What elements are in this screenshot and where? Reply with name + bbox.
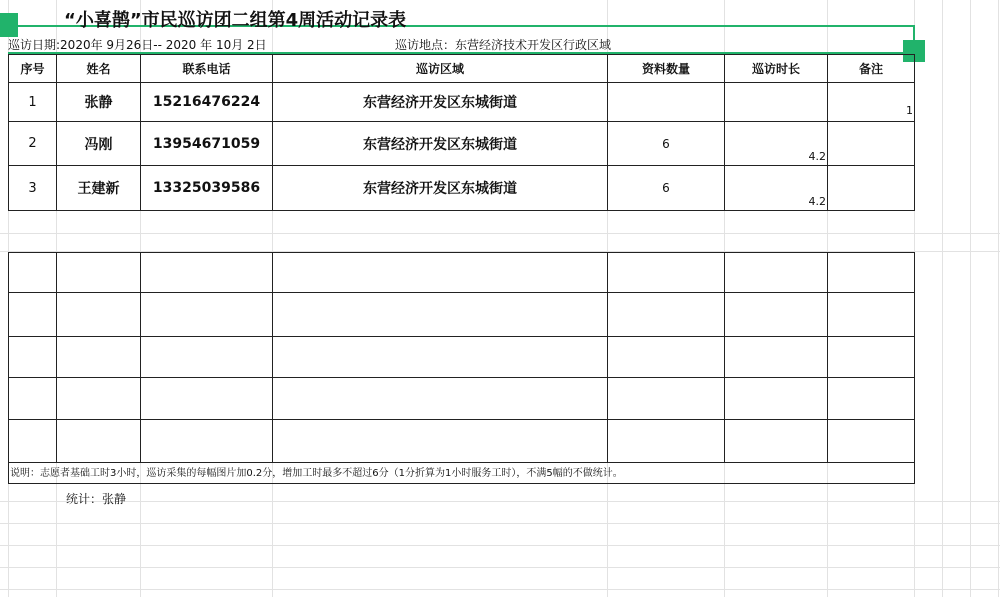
cell-count[interactable]: 6 — [608, 166, 725, 211]
empty-cell[interactable] — [828, 293, 915, 337]
cell-phone[interactable]: 13325039586 — [141, 166, 273, 211]
cell-no[interactable]: 2 — [8, 122, 57, 166]
empty-cell[interactable] — [608, 337, 725, 378]
empty-cell[interactable] — [141, 337, 273, 378]
empty-cell[interactable] — [608, 252, 725, 293]
cell-area[interactable]: 东营经济开发区东城街道 — [273, 166, 608, 211]
empty-cell[interactable] — [273, 337, 608, 378]
cell-count[interactable] — [608, 83, 725, 122]
cell-hours[interactable]: 4.2 — [725, 166, 828, 211]
cell-hours[interactable] — [725, 83, 828, 122]
selection-handle-start[interactable] — [0, 13, 18, 37]
header-hours[interactable]: 巡访时长 — [725, 54, 828, 83]
cell-remark[interactable]: 1 — [828, 83, 915, 122]
empty-cell[interactable] — [8, 420, 57, 463]
empty-cell[interactable] — [57, 378, 141, 420]
empty-cell[interactable] — [725, 293, 828, 337]
location-cell[interactable]: 巡访地点：东营经济技术开发区行政区域 — [395, 38, 612, 52]
cell-phone[interactable]: 13954671059 — [141, 122, 273, 166]
cell-name[interactable]: 王建新 — [57, 166, 141, 211]
cell-area[interactable]: 东营经济开发区东城街道 — [273, 83, 608, 122]
empty-cell[interactable] — [725, 337, 828, 378]
empty-cell[interactable] — [608, 420, 725, 463]
empty-cell[interactable] — [828, 252, 915, 293]
cell-remark[interactable] — [828, 166, 915, 211]
empty-cell[interactable] — [828, 337, 915, 378]
empty-cell[interactable] — [608, 293, 725, 337]
empty-cell[interactable] — [273, 293, 608, 337]
empty-cell[interactable] — [8, 252, 57, 293]
cell-hours[interactable]: 4.2 — [725, 122, 828, 166]
header-area[interactable]: 巡访区域 — [273, 54, 608, 83]
note-cell[interactable]: 说明：志愿者基础工时3小时，巡访采集的每幅图片加0.2分，增加工时最多不超过6分（1分折算为1小时服务工时），不满5幅的不做统计。 — [8, 463, 915, 484]
empty-cell[interactable] — [57, 420, 141, 463]
empty-cell[interactable] — [8, 293, 57, 337]
cell-no[interactable]: 3 — [8, 166, 57, 211]
empty-cell[interactable] — [828, 420, 915, 463]
empty-cell[interactable] — [608, 378, 725, 420]
header-no[interactable]: 序号 — [8, 54, 57, 83]
cell-name[interactable]: 张静 — [57, 83, 141, 122]
cell-phone[interactable]: 15216476224 — [141, 83, 273, 122]
empty-cell[interactable] — [141, 293, 273, 337]
cell-no[interactable]: 1 — [8, 83, 57, 122]
cell-count[interactable]: 6 — [608, 122, 725, 166]
empty-cell[interactable] — [8, 378, 57, 420]
empty-cell[interactable] — [273, 252, 608, 293]
stat-cell[interactable]: 统计：张静 — [66, 492, 127, 506]
cell-area[interactable]: 东营经济开发区东城街道 — [273, 122, 608, 166]
empty-cell[interactable] — [141, 420, 273, 463]
empty-cell[interactable] — [725, 420, 828, 463]
cell-name[interactable]: 冯刚 — [57, 122, 141, 166]
empty-cell[interactable] — [8, 337, 57, 378]
empty-cell[interactable] — [141, 252, 273, 293]
date-range-cell[interactable]: 巡访日期:2020年 9月26日-- 2020 年 10月 2日 — [8, 38, 267, 52]
empty-cell[interactable] — [828, 378, 915, 420]
empty-cell[interactable] — [273, 378, 608, 420]
header-name[interactable]: 姓名 — [57, 54, 141, 83]
empty-cell[interactable] — [57, 252, 141, 293]
empty-cell[interactable] — [57, 293, 141, 337]
empty-cell[interactable] — [725, 252, 828, 293]
header-remark[interactable]: 备注 — [828, 54, 915, 83]
empty-cell[interactable] — [725, 378, 828, 420]
cell-remark[interactable] — [828, 122, 915, 166]
empty-cell[interactable] — [141, 378, 273, 420]
empty-cell[interactable] — [57, 337, 141, 378]
header-phone[interactable]: 联系电话 — [141, 54, 273, 83]
header-count[interactable]: 资料数量 — [608, 54, 725, 83]
sheet-title[interactable]: “小喜鹊”市民巡访团二组第4周活动记录表 — [64, 10, 407, 31]
empty-cell[interactable] — [273, 420, 608, 463]
